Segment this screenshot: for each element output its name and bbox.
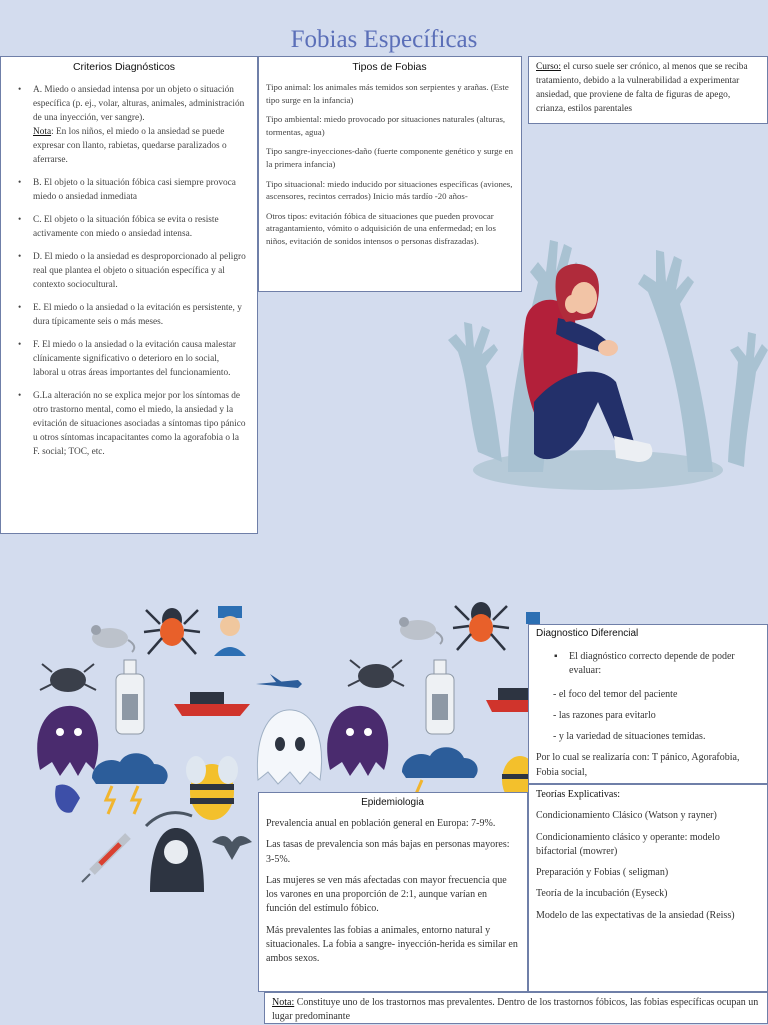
spider-icon xyxy=(144,608,200,654)
teoria-item: Preparación y Fobias ( seligman) xyxy=(536,867,669,879)
criterio-d: • D. El miedo o la ansiedad es desproporcionado al peligro real que plantea el objeto o situación específica y al contexto sociocultural. xyxy=(1,250,247,292)
teoria-item: Modelo de las expectativas de la ansiedad (Reiss) xyxy=(536,909,735,921)
nota-text: Nota: Constituye uno de los trastornos mas prevalentes. Dentro de los trastornos fóbicos, las fobias específicas ocupan un lugar predominante xyxy=(272,997,759,1023)
curso-box xyxy=(528,56,768,124)
criterios-title: Criterios Diagnósticos xyxy=(72,61,176,73)
syringe-icon xyxy=(82,836,128,882)
monster-icon xyxy=(55,785,80,813)
criterio-e: • E. El miedo o la ansiedad o la evitación es persistente, y dura típicamente seis o más meses. xyxy=(1,301,247,329)
anxious-girl-illustration xyxy=(438,222,768,522)
page-title: Fobias Específicas xyxy=(290,26,478,53)
tipo-item: Tipo animal: los animales más temidos son serpientes y arañas. (Este tipo surge en la infancia) xyxy=(266,82,509,105)
bottle-icon xyxy=(116,660,144,734)
curso-label: Curso: xyxy=(536,62,562,72)
curso-text: Curso: el curso suele ser crónico, al menos que se reciba tratamiento, debido a la vulnerabilidad a experimentar ansiedad, que proviene de falta de figuras de apego, crianza, estilos parentales xyxy=(536,62,748,114)
teoria-item: Condicionamiento Clásico (Watson y rayner) xyxy=(536,810,717,822)
criterio-a: • A. Miedo o ansiedad intensa por un objeto o situación específica (p. ej., volar, alturas, animales, administración de una inyección, ver sangre). Nota: En los niños, el miedo o la ansiedad se puede expresar con llanto, rabietas, quedarse paralizados o aferrarse. xyxy=(1,83,247,167)
epidemiologia-para: Las mujeres se ven más afectadas con mayor frecuencia que los varones en una proporción de 2:1, aunque varían en función del estímulo fóbico. xyxy=(266,874,507,915)
bug-icon xyxy=(40,664,96,692)
ghost-icon xyxy=(257,710,321,784)
mouse-icon xyxy=(399,617,442,644)
nota-box xyxy=(264,992,768,1024)
doctor-icon xyxy=(214,606,246,656)
criterios-box xyxy=(0,56,258,534)
doctor-icon xyxy=(526,612,540,624)
bat-icon xyxy=(212,836,252,860)
criterio-g: • G.La alteración no se explica mejor por los síntomas de otro trastorno mental, como el miedo, la ansiedad y la evitación de situaciones asociadas a síntomas tipo pánico u otros síntomas incapacitantes como la agorafobia o la F. social; TOC, etc. xyxy=(1,389,247,459)
boat-icon xyxy=(174,692,250,716)
epidemiologia-title: Epidemiologia xyxy=(361,797,424,808)
storm-cloud-icon xyxy=(92,753,168,814)
teorias-title: Teorías Explicativas: xyxy=(536,789,620,800)
tipo-item: Tipo situacional: miedo inducido por situaciones específicas (aviones, ascensores, recintos cerrados) Inicio más tardío -20 años- xyxy=(266,178,513,202)
tipos-title: Tipos de Fobias xyxy=(352,61,427,73)
tipo-item: Tipo ambiental: miedo provocado por situaciones naturales (alturas, tormentas, agua) xyxy=(266,114,506,137)
diferencial-line: - las razones para evitarlo xyxy=(553,709,656,721)
diferencial-conclusion: Por lo cual se realizaría con: T pánico, Agorafobia, Fobia social, xyxy=(536,752,740,778)
tipo-item: Tipo sangre-inyecciones-daño (fuerte componente genético y surge en la primera infancia) xyxy=(266,146,513,169)
grim-reaper-icon xyxy=(146,813,204,892)
ghost-icon xyxy=(327,706,388,776)
criterios-list xyxy=(1,83,247,459)
epidemiologia-para: Las tasas de prevalencia son más bajas en personas mayores: 3-5%. xyxy=(266,839,510,865)
criterio-b: • B. El objeto o la situación fóbica casi siempre provoca miedo o ansiedad inmediata xyxy=(1,176,247,204)
bee-icon xyxy=(186,756,238,820)
mouse-icon xyxy=(91,625,134,652)
ghost-icon xyxy=(37,706,98,776)
tipo-item: Otros tipos: evitación fóbica de situaciones que pueden provocar atragantamiento, vómito o adquisición de una enfermedad; en los niños, evitación de sonidos intensos o personas disfrazadas). xyxy=(266,210,496,246)
teoria-item: Teoría de la incubación (Eyseck) xyxy=(536,888,668,900)
diferencial-title: Diagnostico Diferencial xyxy=(536,628,639,639)
teorias-box xyxy=(528,784,768,992)
diferencial-box xyxy=(528,624,768,784)
nota-label: Nota: xyxy=(272,997,295,1008)
epidemiologia-box xyxy=(258,792,528,992)
diferencial-line: - el foco del temor del paciente xyxy=(553,688,678,700)
diferencial-bullet: ▪ El diagnóstico correcto depende de poder evaluar: xyxy=(554,651,735,677)
bug-icon xyxy=(348,660,404,688)
diferencial-line: - y la variedad de situaciones temidas. xyxy=(553,731,706,743)
teoria-item: Condicionamiento clásico y operante: modelo bifactorial (mowrer) xyxy=(536,831,720,857)
epidemiologia-para: Más prevalentes las fobias a animales, entorno natural y situacionales. La fobia a sangre- inyección-herida es similar en ambos sexos. xyxy=(266,924,518,965)
criterio-f: • F. El miedo o la ansiedad o la evitación causa malestar clínicamente significativo o deterioro en lo social, laboral u otras áreas importantes del funcionamiento. xyxy=(1,338,247,380)
criterio-c: • C. El objeto o la situación fóbica se evita o resiste activamente con miedo o ansiedad intensa. xyxy=(1,213,247,241)
epidemiologia-para: Prevalencia anual en población general en Europa: 7-9%. xyxy=(266,818,496,829)
plane-icon xyxy=(256,674,302,688)
note-label: Nota xyxy=(33,127,52,137)
spider-icon xyxy=(453,602,509,650)
bottle-icon xyxy=(426,660,454,734)
